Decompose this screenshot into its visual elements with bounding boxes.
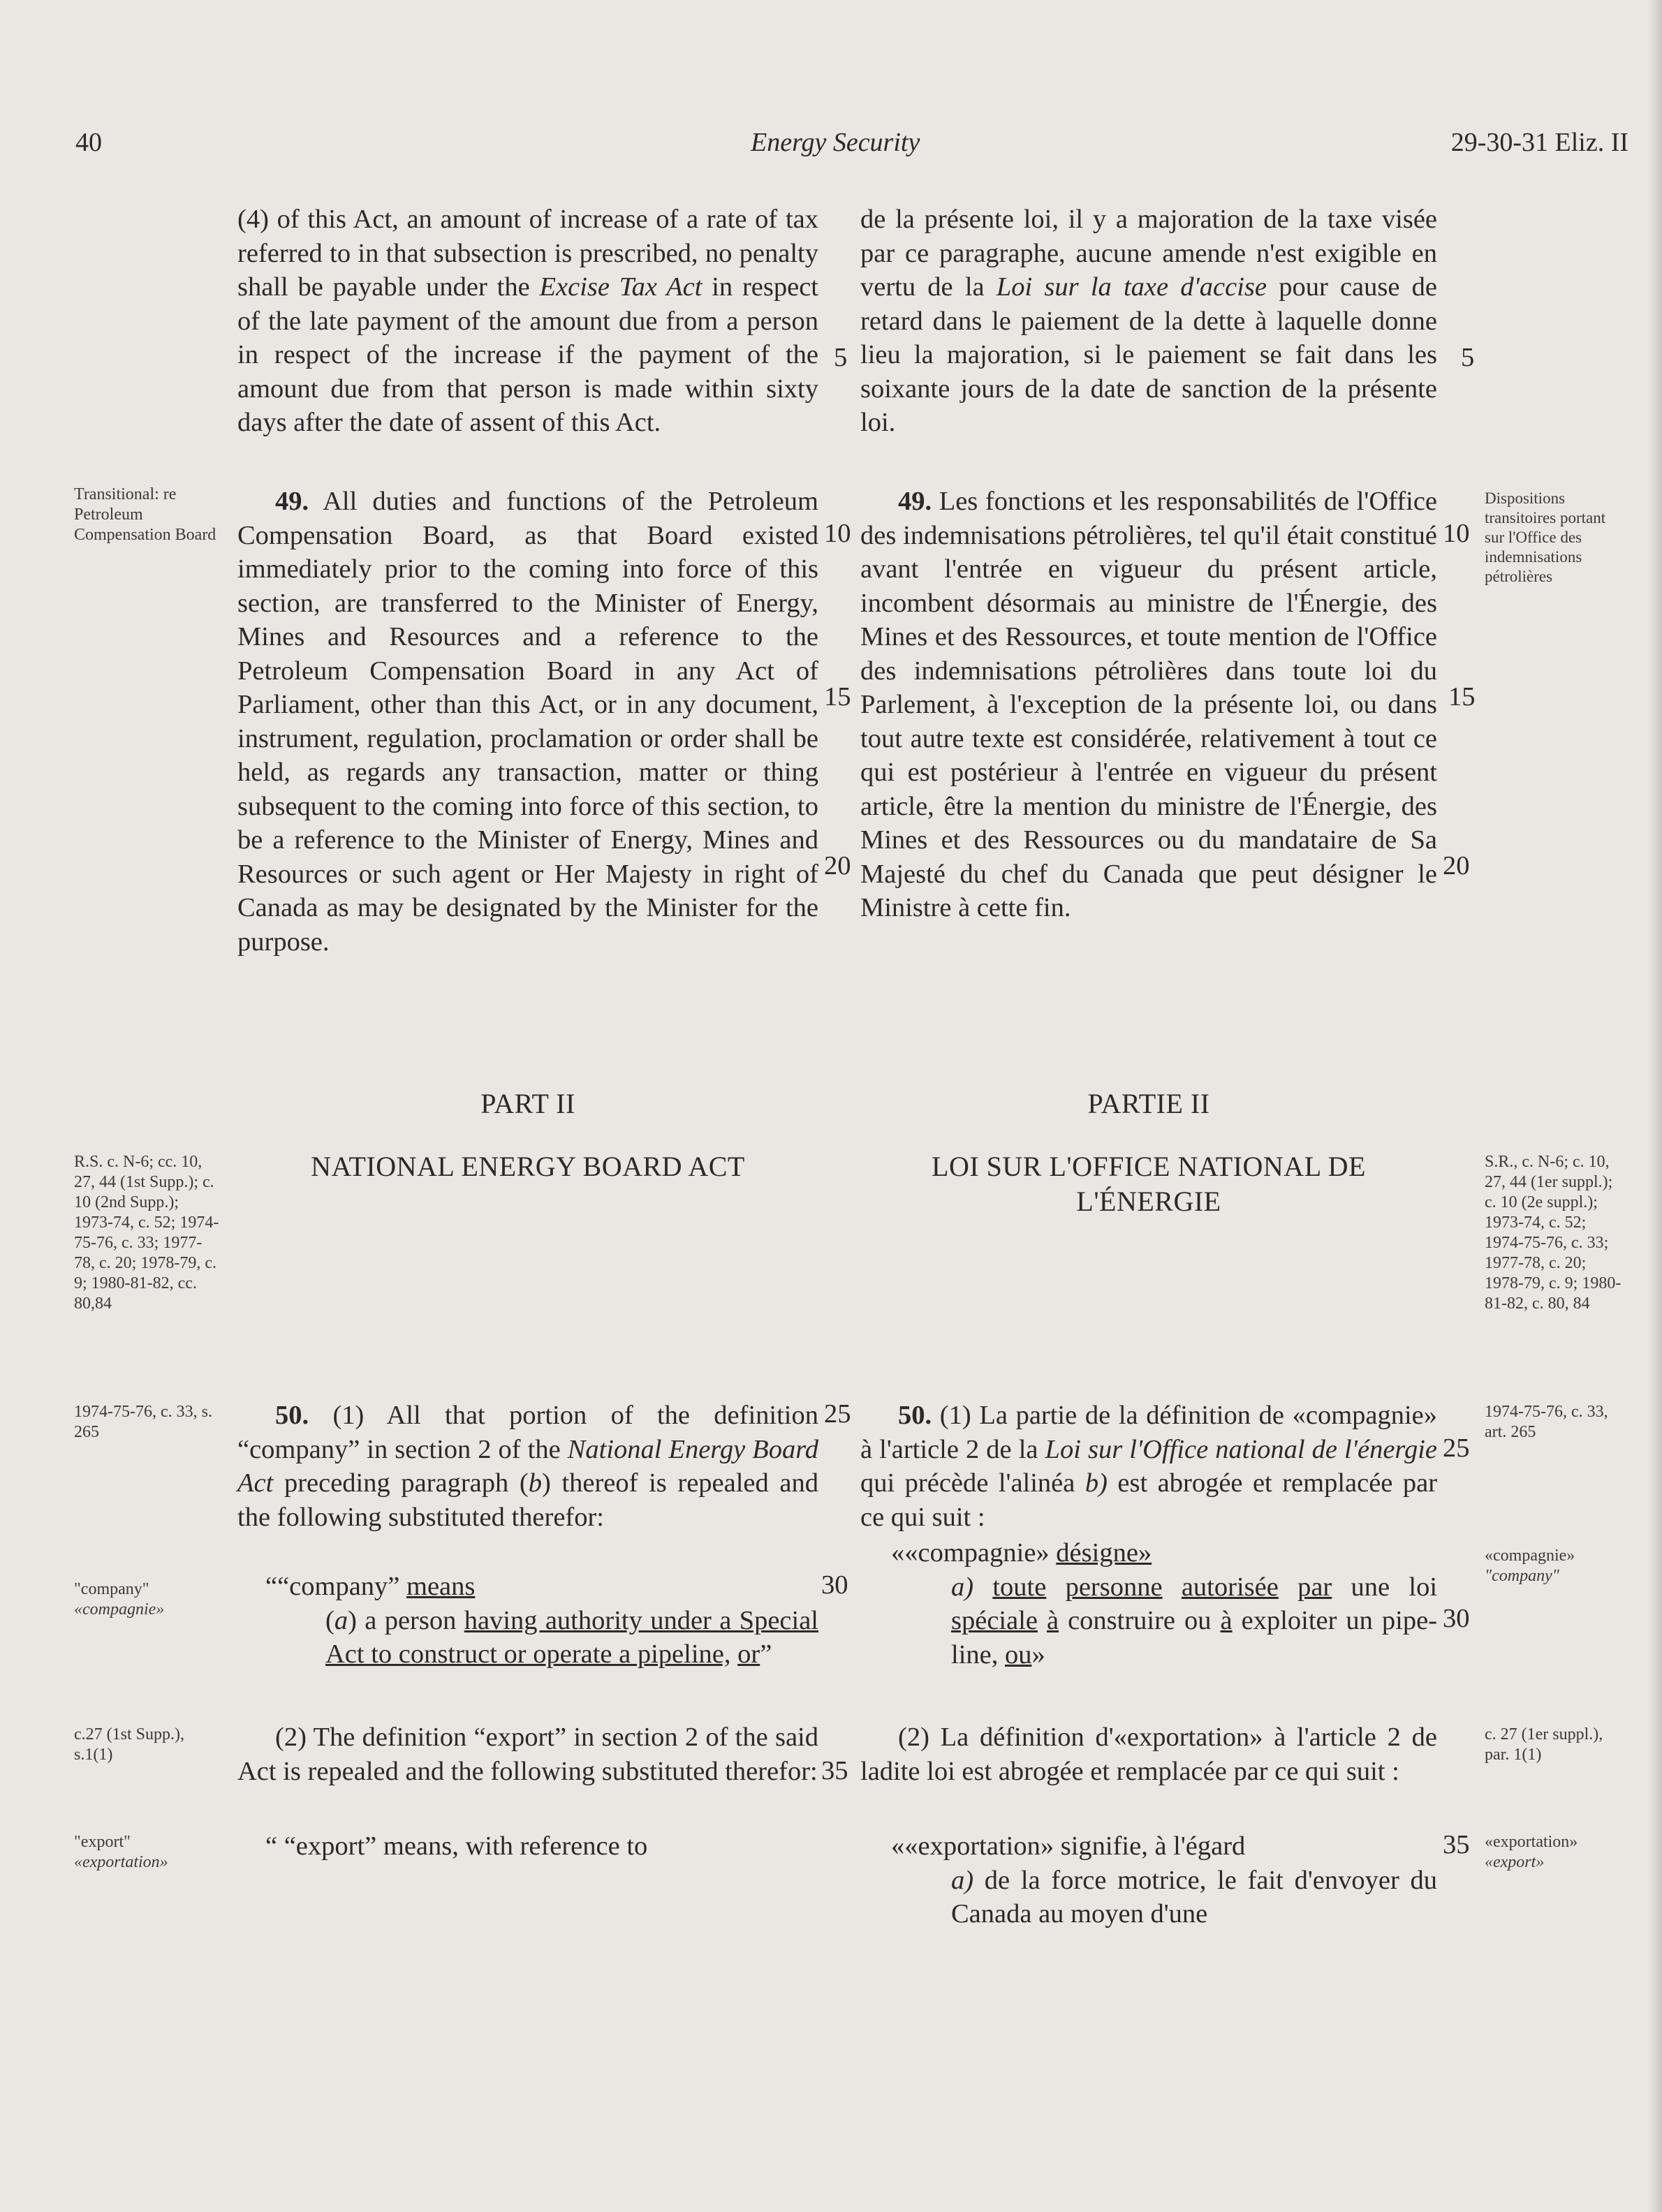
margin-note-rs: R.S. c. N-6; cc. 10, 27, 44 (1st Supp.); c. 10 (2nd Supp.); 1973-74, c. 52; 1974-75-76, c. 33; 1977-78, c. 20; 1978-79, c. 9; 1980-81-82, cc. 80,84 [74,1153,219,1313]
margin-note-compagnie: «compagnie» "company" [1485,1547,1575,1585]
line-number: 10 [1443,519,1470,548]
margin-note-c27-fr: c. 27 (1er suppl.), par. 1(1) [1485,1725,1603,1764]
line-number: 15 [824,682,851,711]
session-label: 29-30-31 Eliz. II [1450,128,1628,157]
french-compagnie-definition: ««compagnie» désigne» a) toute personne autorisée par une loi spéciale à construire ou à exploiter un pipe-line, ou» [891,1538,1438,1669]
margin-note-dispositions: Dispositions transitoires portant sur l'Office des indemnisations pétrolières [1485,489,1606,585]
english-section-49: 49. All duties and functions of the Petroleum Compensation Board, as that Board existed immediately prior to the coming into force of this section, are transferred to the Minister of Energy, Mines and Resources and a reference to the Petroleum Compensation Board in any Act of Parliament, other than this Act, or in any document, instrument, regulation, proclamation or order shall be held, as regards any transaction, matter or thing subsequent to the coming into force of this section, to be a reference to the Minister of Energy, Mines and Resources or such agent or Her Majesty in right of Canada as may be designated by the Minister for the purpose. [237,487,818,957]
margin-note-transitional: Transitional: re Petroleum Compensation Board [74,485,216,544]
line-number: 35 [1443,1830,1470,1859]
margin-note-exportation: «exportation» «export» [1485,1833,1578,1871]
line-number: 30 [1443,1604,1470,1633]
english-continuation: (4) of this Act, an amount of increase of a rate of tax referred to in that subsection is prescribed, no penalty shall be payable under the Excise Tax Act in respect of the late payment of the amount due from a person in respect of the increase if the payment of the amount due from that person is made within sixty days after the date of assent of this Act. [237,205,818,437]
french-continuation: de la présente loi, il y a majoration de la taxe visée par ce paragraphe, aucune amende n'est exigible en vertu de la Loi sur la taxe d'accise pour cause de retard dans le paiement de la dette à laquelle donne lieu la majoration, si le paiement se fait dans les soixante jours de la date de sanction de la présente loi. [860,205,1437,437]
running-title: Energy Security [751,128,920,157]
margin-note-sr: S.R., c. N-6; c. 10, 27, 44 (1er suppl.); c. 10 (2e suppl.); 1973-74, c. 52; 1974-75-76, c. 33; 1977-78, c. 20; 1978-79, c. 9; 1980-81-82, c. 80, 84 [1485,1153,1621,1313]
section-number: 50. [275,1401,309,1430]
margin-note-export: "export" «exportation» [74,1833,168,1871]
french-export-definition: ««exportation» signifie, à l'égard a) de la force motrice, le fait d'envoyer du Canada au moyen d'une [891,1831,1437,1929]
margin-note-c27: c.27 (1st Supp.), s.1(1) [74,1725,184,1764]
section-number: 50. [898,1401,932,1430]
line-number: 35 [821,1756,848,1785]
margin-note-265-fr: 1974-75-76, c. 33, art. 265 [1485,1403,1608,1441]
section-number: 49. [898,487,932,516]
line-number: 20 [824,851,851,880]
line-number: 10 [824,519,851,548]
english-company-definition: ““company” means (a) a person having authority under a Special Act to construct or operate a pipeline, or” [265,1572,818,1669]
line-number: 5 [834,343,848,372]
french-section-50-2: (2) La définition d'«exportation» à l'article 2 de ladite loi est abrogée et remplacée par ce qui suit : [860,1723,1437,1786]
line-number: 15 [1448,682,1476,711]
page-number: 40 [75,128,102,157]
section-number: 49. [275,487,309,516]
page-edge-shadow [1648,0,1662,2212]
margin-note-company: "company" «compagnie» [74,1580,165,1619]
french-section-49: 49. Les fonctions et les responsabilités de l'Office des indemnisations pétrolières, tel qu'il était constitué avant l'entrée en vigueur du présent article, incombent désormais au ministre de l'Énergie, des Mines et des Ressources, et toute mention de l'Office des indemnisations pétrolières dans toute loi du Parlement, à l'exception de la présente loi, ou dans tout autre texte est considérée, relativement à tout ce qui est postérieur à l'entrée en vigueur du présent article, être la mention du ministre de l'Énergie, des Mines et des Ressources ou du mandataire de Sa Majesté du chef du Canada que peut désigner le Ministre à cette fin. [860,487,1437,922]
french-section-50-1: 50. (1) La partie de la définition de «compagnie» à l'article 2 de la Loi sur l'Office national de l'énergie qui précède l'alinéa b) est abrogée et remplacée par ce qui suit : [860,1401,1438,1532]
english-part-title: NATIONAL ENERGY BOARD ACT [311,1151,745,1182]
line-number: 25 [824,1399,851,1429]
english-section-50-2: (2) The definition “export” in section 2 of the said Act is repealed and the following substituted therefor: [237,1723,818,1786]
french-part-heading: PARTIE II [1087,1088,1210,1119]
english-section-50-1: 50. (1) All that portion of the definition “company” in section 2 of the National Energy Board Act preceding paragraph (b) thereof is repealed and the following substituted therefor: [237,1401,818,1532]
margin-note-265: 1974-75-76, c. 33, s. 265 [74,1403,212,1441]
french-part-title: LOI SUR L'OFFICE NATIONAL DE L'ÉNERGIE [932,1151,1366,1217]
english-export-definition: “ “export” means, with reference to [265,1831,648,1861]
line-number: 30 [821,1570,848,1600]
english-part-heading: PART II [480,1088,575,1119]
line-number: 5 [1461,343,1475,372]
line-number: 25 [1443,1433,1470,1463]
line-number: 20 [1443,851,1470,880]
